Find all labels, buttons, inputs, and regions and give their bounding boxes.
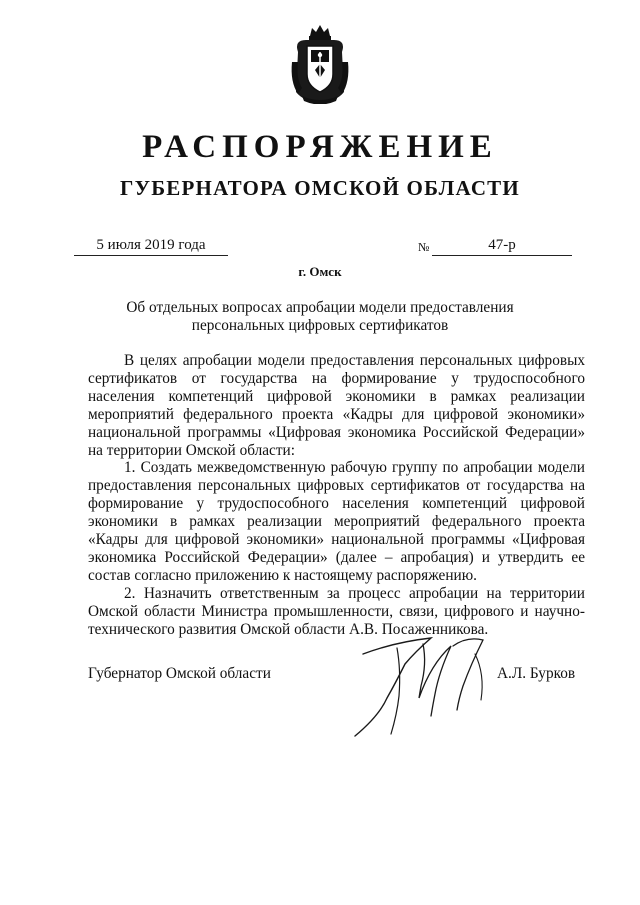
signatory-role: Губернатор Омской области xyxy=(88,665,271,682)
document-number: 47-р xyxy=(432,236,572,256)
document-date: 5 июля 2019 года xyxy=(74,236,228,256)
document-city: г. Омск xyxy=(298,264,342,279)
signatory-name: А.Л. Бурков xyxy=(497,665,576,682)
coat-of-arms-emblem xyxy=(290,22,350,104)
heading-line-1: Об отдельных вопросах апробации модели предоставления xyxy=(126,299,514,316)
document-title: РАСПОРЯЖЕНИЕ xyxy=(142,129,498,165)
document-subtitle: ГУБЕРНАТОРА ОМСКОЙ ОБЛАСТИ xyxy=(120,176,520,200)
number-sign: № xyxy=(418,240,430,254)
document-heading xyxy=(120,299,520,335)
intro-paragraph: В целях апробации модели предоставления персональных цифровых сертификатов от государства на формирование у трудоспособного населения компетенций цифровой экономики в рамках реализации мероприятий федерального проекта «Кадры для цифровой экономики» национальной программы «Цифровая экономика Российской Федерации» на территории Омской области: xyxy=(88,352,585,459)
item-2-paragraph: 2. Назначить ответственным за процесс апробации на территории Омской области Министра промышленности, связи, цифрового и научно-технического развития Омской области А.В. Посаженникова. xyxy=(88,584,585,638)
heading-line-2: персональных цифровых сертификатов xyxy=(191,317,449,334)
item-1-paragraph: 1. Создать межведомственную рабочую группу по апробации модели предоставления персональных цифровых сертификатов от государства на формирование у трудоспособного населения компетенций цифровой экономики в рамках реализации мероприятий федерального проекта «Кадры для цифровой экономики» национальной программы «Цифровая экономика Российской Федерации» (далее – апробация) и утвердить ее состав согласно приложению к настоящему распоряжению. xyxy=(88,459,585,584)
handwritten-signature xyxy=(335,624,505,744)
document-body xyxy=(88,352,585,639)
